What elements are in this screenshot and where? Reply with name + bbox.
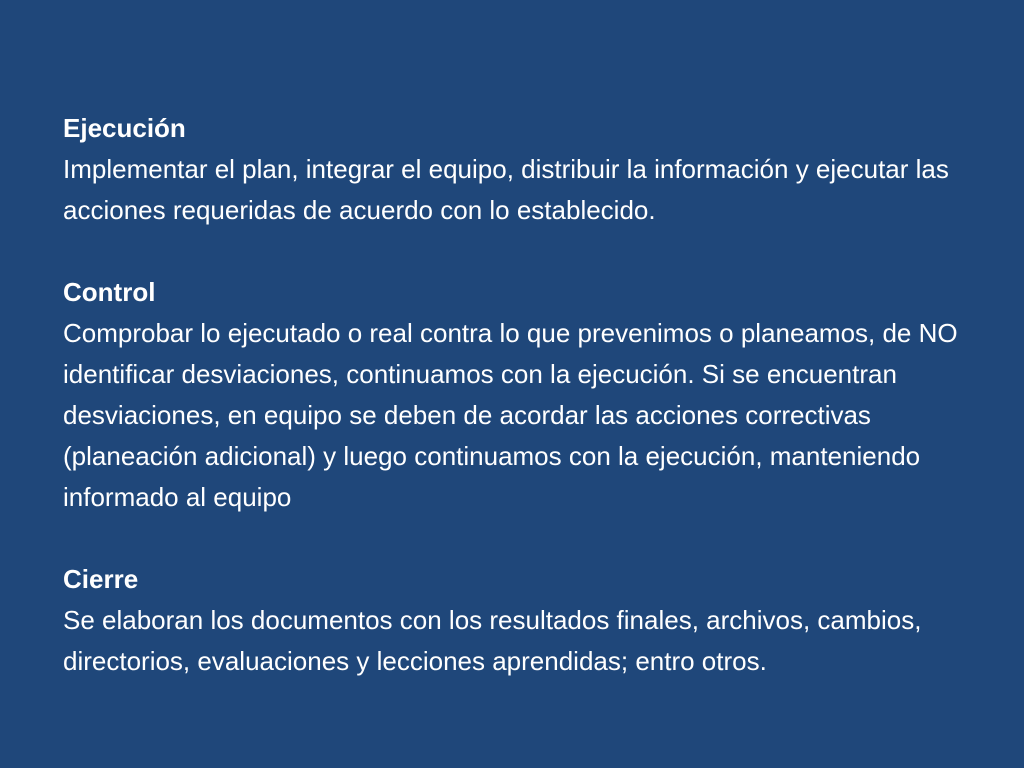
section-ejecucion <box>63 108 984 231</box>
section-body: Se elaboran los documentos con los resultados finales, archivos, cambios, directorios, evaluaciones y lecciones aprendidas; entro otros. <box>63 605 922 676</box>
section-heading: Control <box>63 277 156 307</box>
section-body: Comprobar lo ejecutado o real contra lo que prevenimos o planeamos, de NO identificar desviaciones, continuamos con la ejecución. Si se encuentran desviaciones, en equipo se deben de acordar las acciones correctivas (planeación adicional) y luego continuamos con la ejecución, manteniendo informado al equipo <box>63 318 958 512</box>
section-control <box>63 272 984 518</box>
section-heading: Ejecución <box>63 113 186 143</box>
section-body: Implementar el plan, integrar el equipo, distribuir la información y ejecutar las acciones requeridas de acuerdo con lo establecido. <box>63 154 949 225</box>
section-cierre <box>63 559 984 682</box>
section-heading: Cierre <box>63 564 139 594</box>
